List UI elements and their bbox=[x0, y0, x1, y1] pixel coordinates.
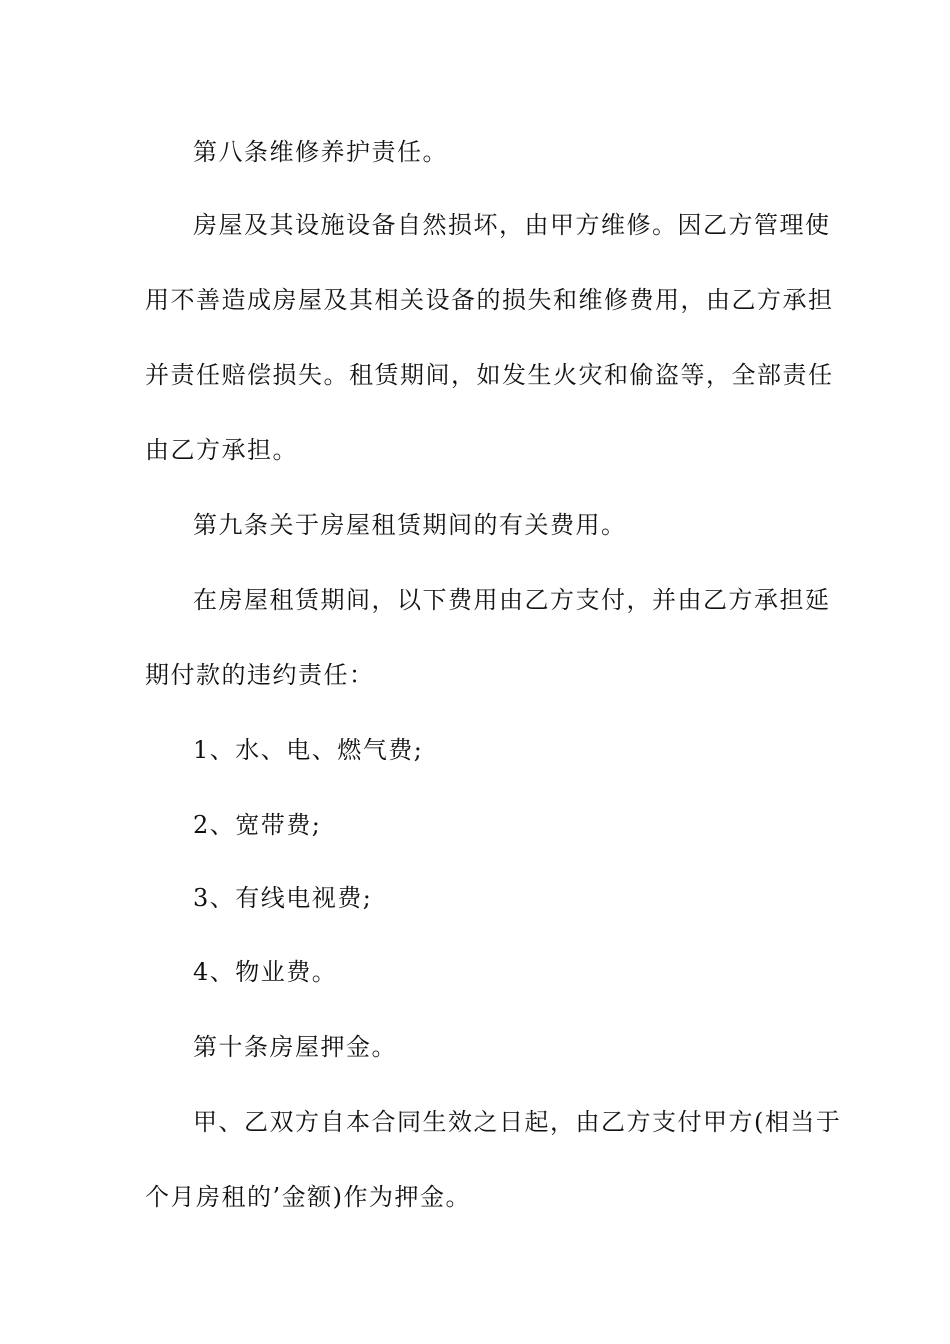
article-8-heading: 第八条维修养护责任。 bbox=[193, 138, 448, 166]
paragraph-line: 用不善造成房屋及其相关设备的损失和维修费用，由乙方承担 bbox=[145, 286, 834, 314]
paragraph-line: 个月房租的’金额)作为押金。 bbox=[145, 1183, 471, 1211]
list-item: 2、宽带费; bbox=[193, 811, 322, 839]
list-item: 3、有线电视费; bbox=[193, 884, 373, 912]
article-10-heading: 第十条房屋押金。 bbox=[193, 1033, 397, 1061]
paragraph-line: 由乙方承担。 bbox=[145, 436, 298, 464]
paragraph-line: 房屋及其设施设备自然损坏，由甲方维修。因乙方管理使 bbox=[193, 211, 831, 239]
article-9-heading: 第九条关于房屋租赁期间的有关费用。 bbox=[193, 511, 627, 539]
list-item: 4、物业费。 bbox=[193, 958, 338, 986]
list-item: 1、水、电、燃气费; bbox=[193, 736, 424, 764]
paragraph-line: 甲、乙双方自本合同生效之日起，由乙方支付甲方(相当于 bbox=[193, 1108, 842, 1136]
paragraph-line: 期付款的违约责任： bbox=[145, 661, 375, 689]
paragraph-line: 并责任赔偿损失。租赁期间，如发生火灾和偷盗等，全部责任 bbox=[145, 361, 834, 389]
paragraph-line: 在房屋租赁期间，以下费用由乙方支付，并由乙方承担延 bbox=[193, 586, 831, 614]
